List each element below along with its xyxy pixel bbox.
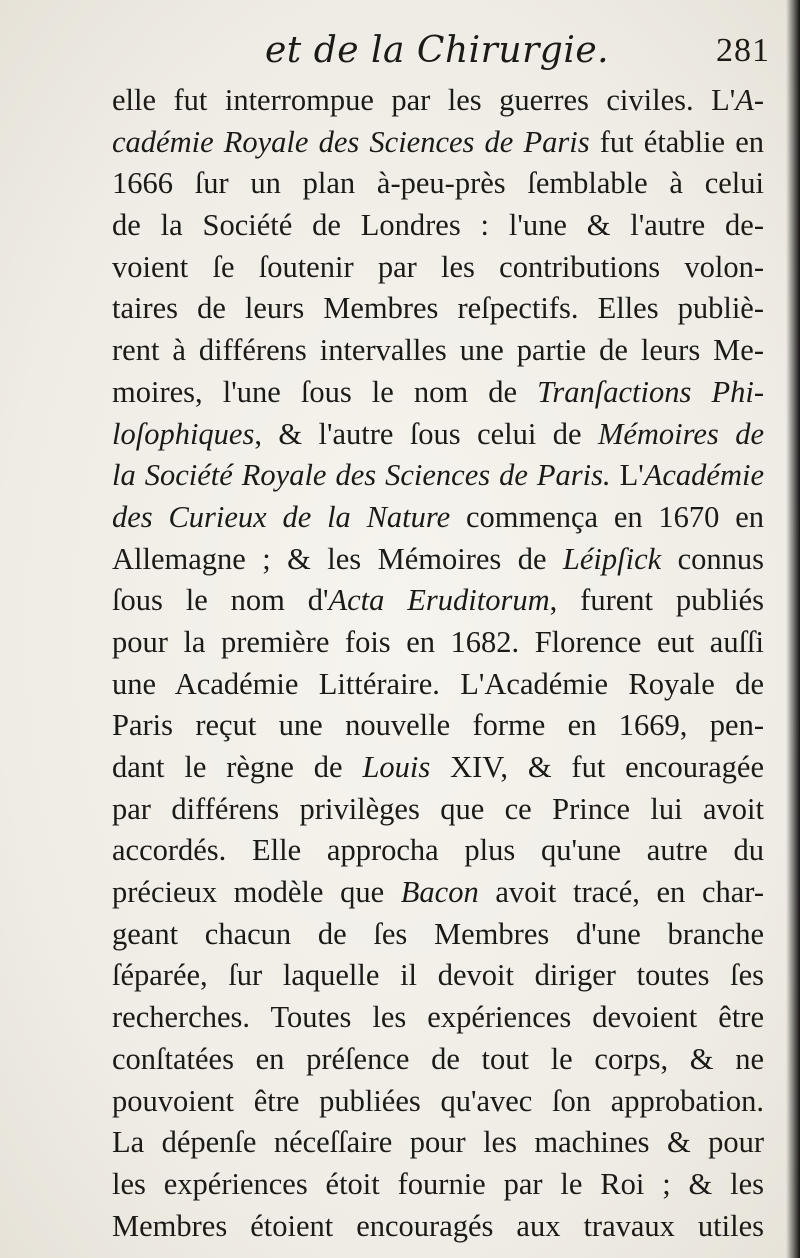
text-run: avoit tracé, en char- [478, 875, 764, 910]
text-run: les expériences étoit fournie par le Roi ; & les [112, 1166, 764, 1201]
text-run: geant chacun de ſes Membres d'une branche [112, 916, 764, 951]
italic-text: Louis [362, 750, 431, 784]
italic-text: Acta Eruditorum [328, 583, 550, 618]
body-text [112, 80, 764, 1247]
text-run: ſous le nom d' [112, 583, 329, 618]
text-line [112, 580, 764, 622]
text-run: , furent publiés [549, 583, 764, 618]
italic-text: Académie [643, 458, 764, 493]
running-head: et de la Chirurgie. [265, 30, 610, 71]
text-run: par différens privilèges que ce Prince lui avoit [112, 791, 764, 826]
text-line [112, 1039, 764, 1081]
text-line [112, 539, 764, 581]
text-run: recherches. Toutes les expériences devoient être [112, 1000, 764, 1035]
italic-text: Léipſick [562, 541, 662, 576]
text-line [112, 747, 764, 789]
text-run: conſtatées en préſence de tout le corps, & ne [112, 1041, 764, 1076]
text-run: pour la première fois en 1682. Florence eut auſſi [112, 624, 764, 659]
text-line [112, 122, 764, 164]
text-line [112, 414, 764, 456]
text-line [112, 497, 764, 539]
text-line [112, 955, 764, 997]
text-line [112, 372, 764, 414]
text-line [112, 247, 764, 289]
text-run: ſéparée, ſur laquelle il devoit diriger toutes ſes [112, 958, 764, 993]
text-line [112, 163, 764, 205]
text-line [112, 455, 764, 497]
text-run: Allemagne ; & les Mémoires de [112, 541, 563, 576]
page-edge-shadow [786, 0, 800, 1258]
text-run: une Académie Littéraire. L'Académie Royale de [112, 666, 764, 701]
italic-text: Bacon [400, 875, 479, 910]
text-run: commença en 1670 en [450, 499, 764, 534]
text-run: La dépenſe néceſſaire pour les machines & pour [112, 1125, 764, 1160]
page-number: 281 [716, 32, 770, 69]
text-line [112, 330, 764, 372]
italic-text: A- [735, 83, 764, 117]
text-run: connus [661, 541, 764, 576]
text-line [112, 288, 764, 330]
text-line [112, 789, 764, 831]
text-run: , & l'autre ſous celui de [254, 416, 598, 451]
text-line [112, 997, 764, 1039]
text-line [112, 830, 764, 872]
text-line [112, 1122, 764, 1164]
text-run: précieux modèle que [112, 875, 401, 910]
text-run: dant le règne de [112, 750, 363, 784]
text-run: de la Société de Londres : l'une & l'autre de- [112, 208, 764, 243]
text-line [112, 622, 764, 664]
italic-text: loſophiques [112, 416, 255, 451]
text-run: rent à différens intervalles une partie de leurs Me- [112, 333, 764, 368]
text-run: pouvoient être publiées qu'avec ſon approbation. [112, 1083, 764, 1118]
text-run: XIV, & fut encouragée [430, 750, 764, 784]
text-line [112, 914, 764, 956]
text-line [112, 664, 764, 706]
text-run: elle fut interrompue par les guerres civiles. L' [112, 83, 736, 117]
italic-text: Tranſactions Phi- [537, 374, 764, 409]
text-run: voient ſe ſoutenir par les contributions volon- [112, 249, 764, 284]
text-line [112, 205, 764, 247]
text-line [112, 1081, 764, 1123]
text-run: Paris reçut une nouvelle forme en 1669, pen- [112, 708, 764, 743]
text-line [112, 872, 764, 914]
italic-text: cadémie Royale des Sciences de Paris [112, 124, 590, 159]
text-line [112, 705, 764, 747]
italic-text: la Société Royale des Sciences de Paris. [112, 458, 611, 493]
text-run: accordés. Elle approcha plus qu'une autre du [112, 833, 764, 868]
italic-text: Mémoires de [597, 416, 764, 451]
text-run: Membres étoient encouragés aux travaux utiles [112, 1208, 764, 1243]
text-run: moires, l'une ſous le nom de [112, 374, 538, 409]
page-header [265, 30, 770, 80]
text-run: L' [610, 458, 644, 493]
italic-text: des Curieux de la Nature [112, 499, 451, 534]
text-run: taires de leurs Membres reſpectifs. Elles publiè- [112, 291, 764, 326]
text-line [112, 80, 764, 122]
text-run: fut établie en [589, 124, 764, 159]
text-line [112, 1206, 764, 1248]
text-run: 1666 ſur un plan à-peu-près ſemblable à celui [112, 166, 764, 201]
text-line [112, 1164, 764, 1206]
